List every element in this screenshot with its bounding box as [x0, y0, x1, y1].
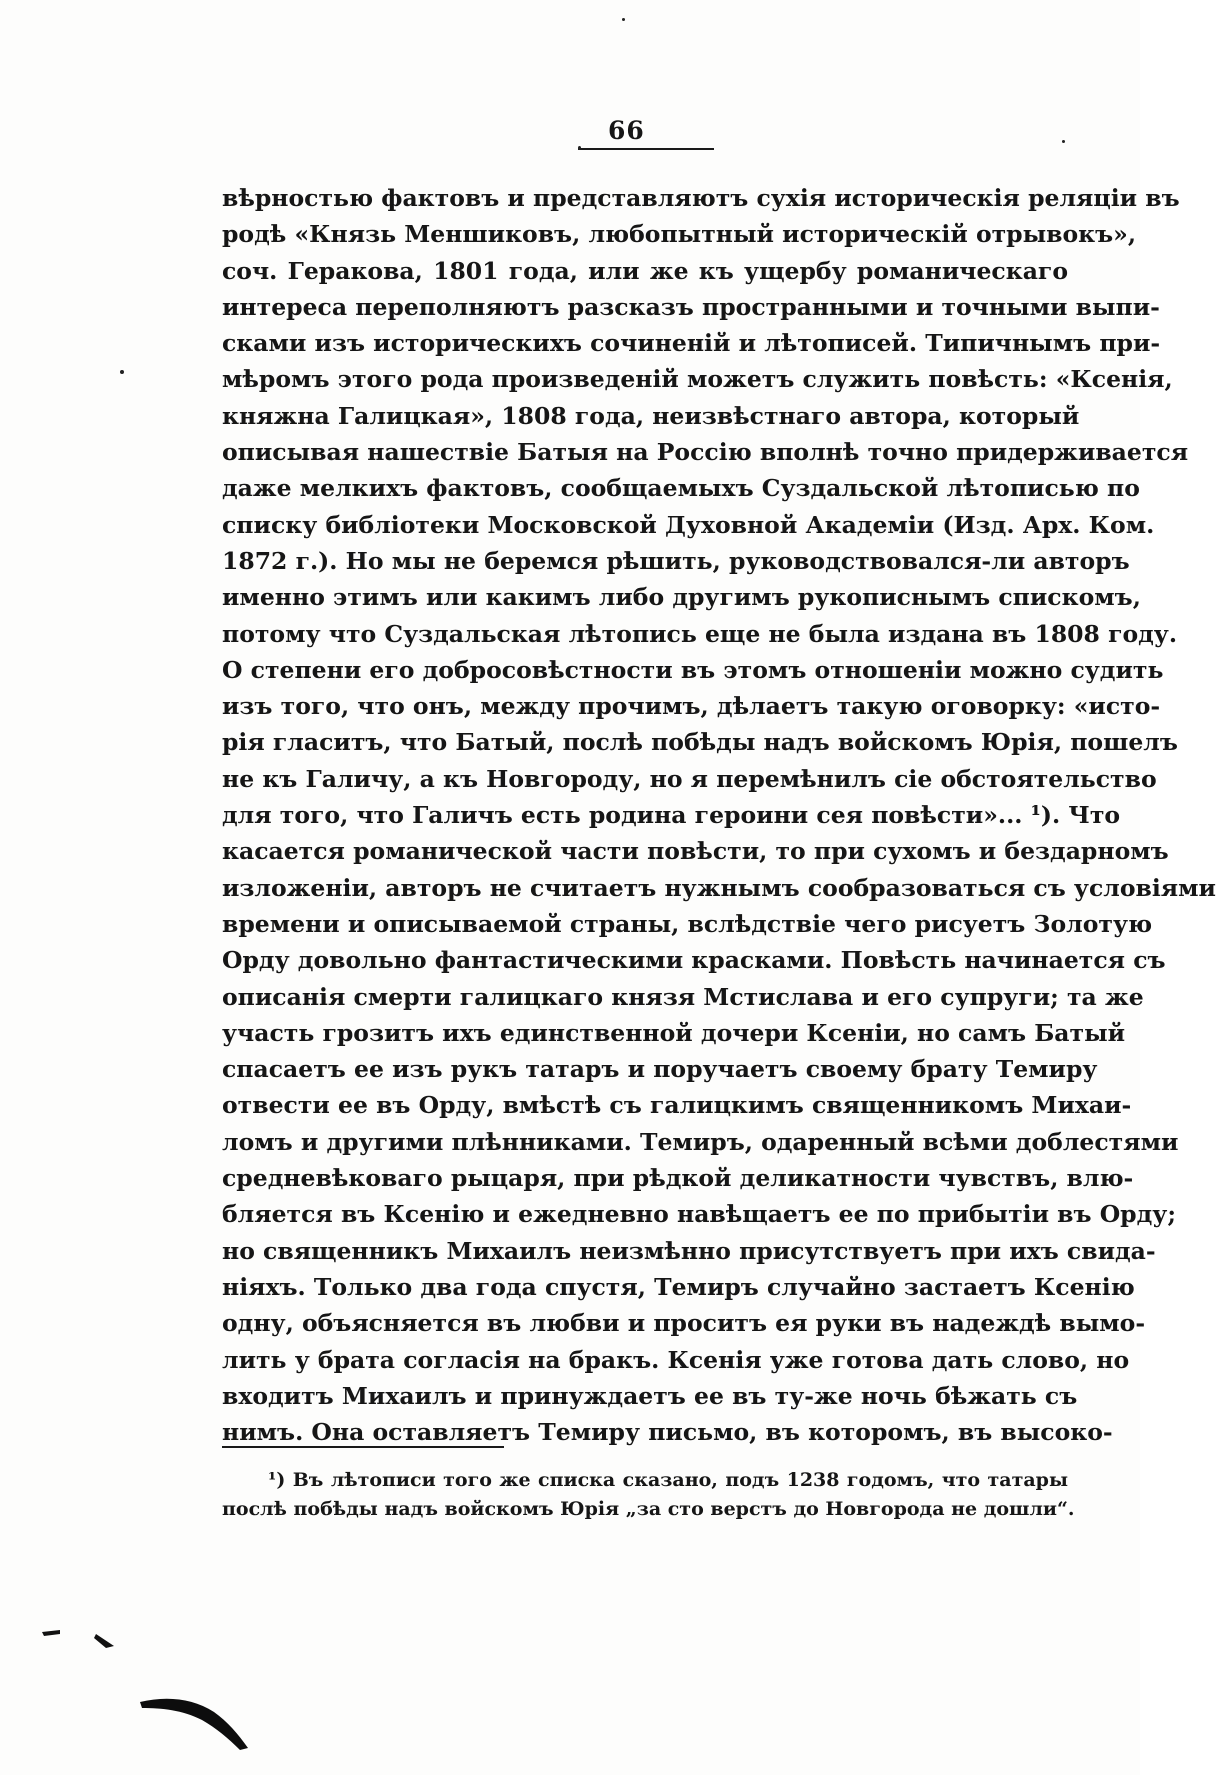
text-line: бляется въ Ксенію и ежедневно навѣщаетъ ее по прибытіи въ Орду; [222, 1200, 1176, 1229]
text-line: изъ того, что онъ, между прочимъ, дѣлаетъ такую оговорку: «исто- [222, 692, 1161, 721]
text-line: именно этимъ или какимъ либо другимъ рукописнымъ спискомъ, [222, 583, 1141, 612]
text-line: участь грозитъ ихъ единственной дочери Ксеніи, но самъ Батый [222, 1018, 1126, 1047]
scan-speck [622, 18, 625, 21]
text-line: интереса переполняютъ разсказъ пространными и точными выпи- [222, 292, 1160, 321]
text-line: входитъ Михаилъ и принуждаетъ ее въ ту-же ночь бѣжать съ [222, 1381, 1078, 1410]
text-line: касается романической части повѣсти, то при сухомъ и бездарномъ [222, 837, 1169, 866]
text-line: ніяхъ. Только два года спустя, Темиръ случайно застаетъ Ксенію [222, 1272, 1135, 1301]
footnote-line: послѣ побѣды надъ войскомъ Юрія „за сто верстъ до Новгорода не дошли“. [222, 1498, 1075, 1520]
text-line: потому что Суздальская лѣтопись еще не была издана въ 1808 году. [222, 619, 1178, 648]
text-line: одну, объясняется въ любви и проситъ ея руки въ надеждѣ вымо- [222, 1309, 1146, 1338]
text-line: списку библіотеки Московской Духовной Академіи (Изд. Арх. Ком. [222, 510, 1155, 539]
text-line: отвести ее въ Орду, вмѣстѣ съ галицкимъ священникомъ Михаи- [222, 1091, 1132, 1120]
body-text [222, 180, 1216, 1450]
scan-speck [120, 370, 124, 374]
text-line: изложеніи, авторъ не считаетъ нужнымъ сообразоваться съ условіями [222, 873, 1216, 902]
text-line: нимъ. Она оставляетъ Темиру письмо, въ которомъ, въ высоко- [222, 1418, 1113, 1447]
footnote-line: ¹) Въ лѣтописи того же списка сказано, подъ 1238 годомъ, что татары [268, 1469, 1068, 1491]
text-line: описывая нашествіе Батыя на Россію вполнѣ точно придерживается [222, 438, 1189, 467]
scan-smudge [136, 1688, 256, 1758]
header-rule [578, 148, 714, 150]
text-line: О степени его добросовѣстности въ этомъ отношеніи можно судить [222, 655, 1164, 684]
text-line: вѣрностью фактовъ и представляютъ сухія историческія реляціи въ [222, 184, 1180, 212]
scan-smudge [36, 1620, 126, 1660]
text-line: описанія смерти галицкаго князя Мстислава и его супруги; та же [222, 982, 1144, 1011]
text-line: соч. Геракова, 1801 года, или же къ ущербу романическаго [222, 256, 1068, 285]
scan-speck [578, 146, 581, 150]
text-line: даже мелкихъ фактовъ, сообщаемыхъ Суздальской лѣтописью по [222, 474, 1140, 503]
footnote [222, 1466, 1075, 1524]
text-line: сками изъ историческихъ сочиненій и лѣтописей. Типичнымъ при- [222, 329, 1161, 358]
text-line: лить у брата согласія на бракъ. Ксенія уже готова дать слово, но [222, 1345, 1130, 1374]
text-line: времени и описываемой страны, вслѣдствіе чего рисуетъ Золотую [222, 909, 1153, 938]
text-line: но священникъ Михаилъ неизмѣнно присутствуетъ при ихъ свида- [222, 1236, 1156, 1265]
text-line: рія гласитъ, что Батый, послѣ побѣды надъ войскомъ Юрія, пошелъ [222, 728, 1178, 757]
scan-speck [1062, 140, 1065, 143]
page-number: 66 [608, 116, 645, 145]
text-line: мѣромъ этого рода произведеній можетъ служить повѣсть: «Ксенія, [222, 365, 1173, 394]
text-line: княжна Галицкая», 1808 года, неизвѣстнаго автора, который [222, 401, 1080, 430]
text-line: ломъ и другими плѣнниками. Темиръ, одаренный всѣми доблестями [222, 1127, 1179, 1156]
text-line: спасаетъ ее изъ рукъ татаръ и поручаетъ своему брату Темиру [222, 1055, 1098, 1084]
text-line: средневѣковаго рыцаря, при рѣдкой деликатности чувствъ, влю- [222, 1164, 1134, 1193]
text-line: 1872 г.). Но мы не беремся рѣшить, руководствовался-ли авторъ [222, 546, 1130, 575]
text-line: для того, что Галичъ есть родина героини сея повѣсти»... ¹). Что [222, 801, 1121, 830]
text-line: родѣ «Князь Меншиковъ, любопытный историческій отрывокъ», [222, 220, 1137, 249]
text-line: Орду довольно фантастическими красками. Повѣсть начинается съ [222, 946, 1166, 975]
footnote-rule [222, 1446, 504, 1448]
text-line: не къ Галичу, а къ Новгороду, но я перемѣнилъ сіе обстоятельство [222, 764, 1157, 793]
